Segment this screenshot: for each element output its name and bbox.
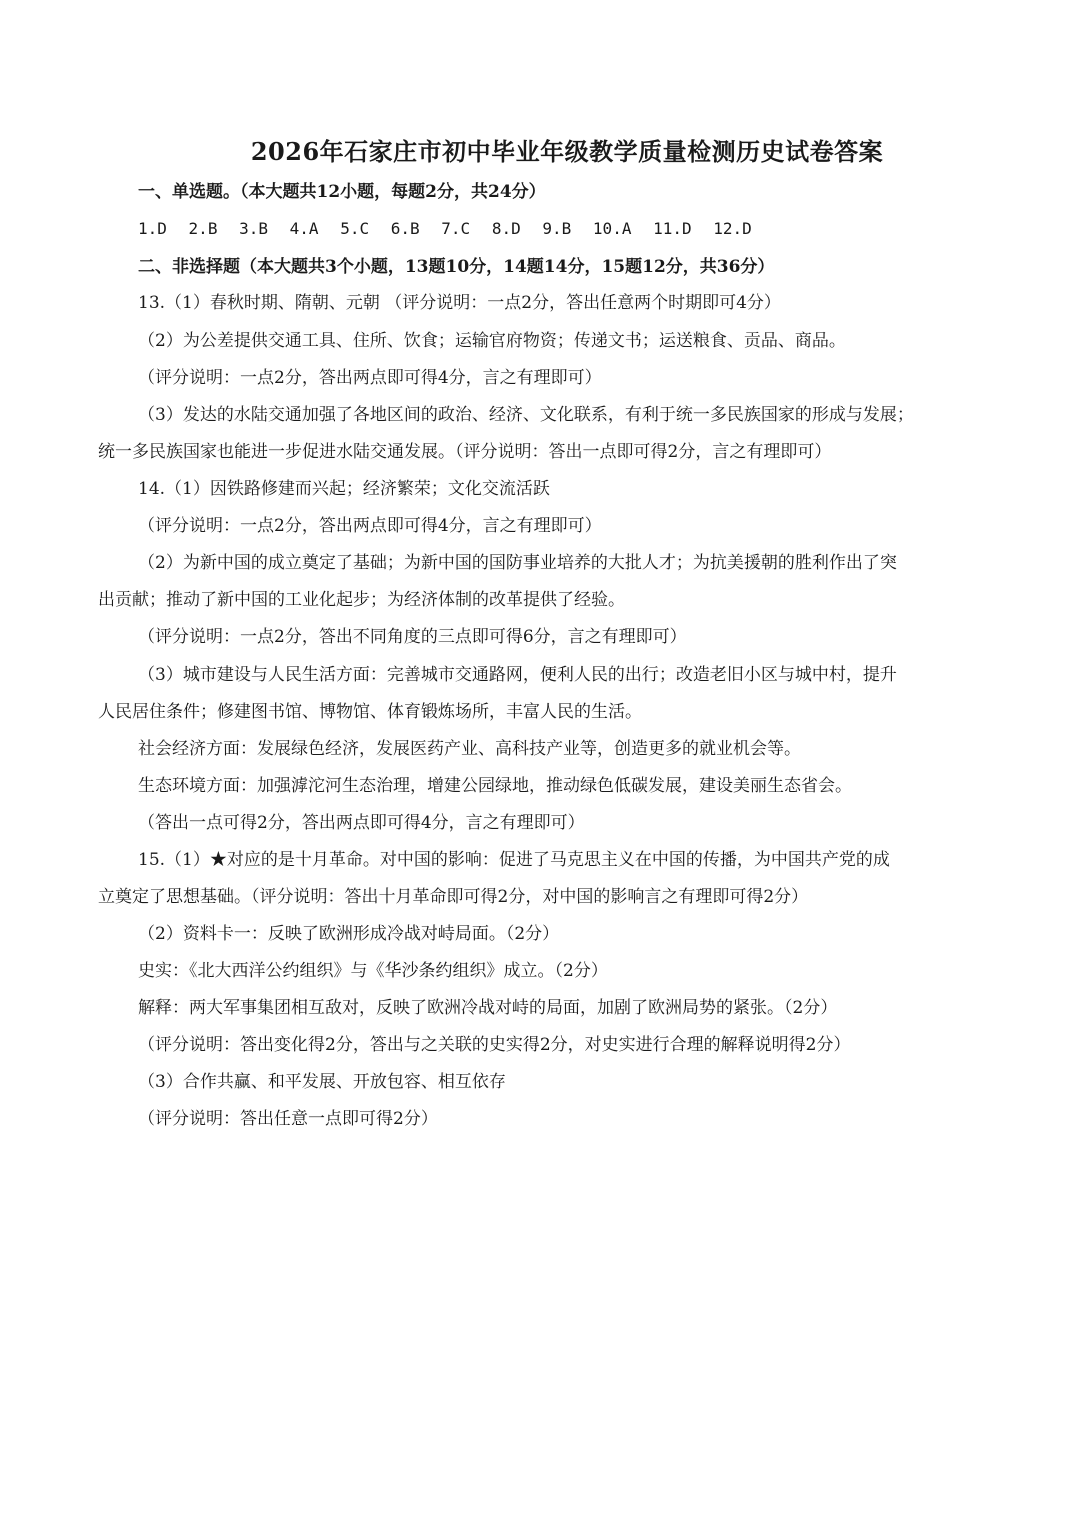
answer-line-q14-3: （3）城市建设与人民生活方面：完善城市交通路网，便利人民的出行；改造老旧小区与城中村，提升 — [138, 665, 897, 685]
mcq-answer: 1.D — [138, 219, 167, 238]
mcq-answer: 12.D — [713, 219, 752, 238]
mcq-answer: 10.A — [592, 219, 632, 238]
mcq-answer: 4.A — [289, 219, 319, 238]
scoring-note: （评分说明：答出任意一点即可得2分） — [138, 1109, 438, 1129]
mcq-answer: 6.B — [390, 219, 420, 238]
answer-line-explanation: 解释：两大军事集团相互敌对，反映了欧洲冷战对峙的局面，加剧了欧洲局势的紧张。（2分） — [138, 998, 838, 1018]
answer-line-q13-1: 13.（1）春秋时期、隋朝、元朝 （评分说明：一点2分，答出任意两个时期即可4分） — [138, 293, 781, 313]
section1-heading: 一、单选题。（本大题共12小题，每题2分，共24分） — [138, 182, 546, 202]
scoring-note: （评分说明：答出变化得2分，答出与之关联的史实得2分，对史实进行合理的解释说明得2分） — [138, 1035, 851, 1055]
answer-line-q14-1: 14.（1）因铁路修建而兴起；经济繁荣；文化交流活跃 — [138, 479, 550, 499]
answer-line-q14-2: （2）为新中国的成立奠定了基础；为新中国的国防事业培养的大批人才；为抗美援朝的胜利作出了突 — [138, 553, 897, 573]
answer-line-q15-2: （2）资料卡一：反映了欧洲形成冷战对峙局面。（2分） — [138, 924, 560, 944]
mcq-answer: 5.C — [340, 219, 370, 238]
mcq-answer-row — [138, 219, 764, 238]
mcq-answer: 11.D — [653, 219, 692, 238]
mcq-answer: 3.B — [239, 219, 268, 238]
answer-line-q15-1: 15.（1）★对应的是十月革命。对中国的影响：促进了马克思主义在中国的传播，为中国共产党的成 — [138, 850, 890, 870]
scoring-note: （答出一点可得2分，答出两点即可得4分，言之有理即可） — [138, 813, 585, 833]
scoring-note: （评分说明：一点2分，答出两点即可得4分，言之有理即可） — [138, 516, 602, 536]
answer-line-q15-1-cont: 立奠定了思想基础。（评分说明：答出十月革命即可得2分，对中国的影响言之有理即可得2分） — [98, 887, 809, 907]
scoring-note: （评分说明：一点2分，答出两点即可得4分，言之有理即可） — [138, 368, 602, 388]
answer-line-fact: 史实：《北大西洋公约组织》与《华沙条约组织》成立。（2分） — [138, 961, 608, 981]
mcq-answer: 2.B — [188, 219, 218, 238]
mcq-answer: 8.D — [491, 219, 521, 238]
mcq-answer: 9.B — [542, 219, 572, 238]
answer-line-economy: 社会经济方面：发展绿色经济，发展医药产业、高科技产业等，创造更多的就业机会等。 — [138, 739, 801, 759]
document-title: 2026年石家庄市初中毕业年级教学质量检测历史试卷答案 — [250, 137, 884, 166]
answer-line-q13-3-cont: 统一多民族国家也能进一步促进水陆交通发展。（评分说明：答出一点即可得2分，言之有理即可） — [98, 442, 832, 462]
mcq-answer: 7.C — [441, 219, 471, 238]
scoring-note: （评分说明：一点2分，答出不同角度的三点即可得6分，言之有理即可） — [138, 627, 687, 647]
answer-line-q13-2: （2）为公差提供交通工具、住所、饮食；运输官府物资；传递文书；运送粮食、贡品、商品。 — [138, 331, 846, 351]
answer-line-q15-3: （3）合作共赢、和平发展、开放包容、相互依存 — [138, 1072, 506, 1092]
answer-line-q14-3-cont: 人民居住条件；修建图书馆、博物馆、体育锻炼场所，丰富人民的生活。 — [98, 702, 642, 722]
answer-line-q13-3: （3）发达的水陆交通加强了各地区间的政治、经济、文化联系，有利于统一多民族国家的形成与发展； — [138, 405, 914, 425]
answer-line-q14-2-cont: 出贡献；推动了新中国的工业化起步；为经济体制的改革提供了经验。 — [98, 590, 625, 610]
section2-heading: 二、非选择题（本大题共3个小题，13题10分，14题14分，15题12分，共36分） — [138, 257, 775, 277]
answer-line-ecology: 生态环境方面：加强滹沱河生态治理，增建公园绿地，推动绿色低碳发展，建设美丽生态省会。 — [138, 776, 852, 796]
